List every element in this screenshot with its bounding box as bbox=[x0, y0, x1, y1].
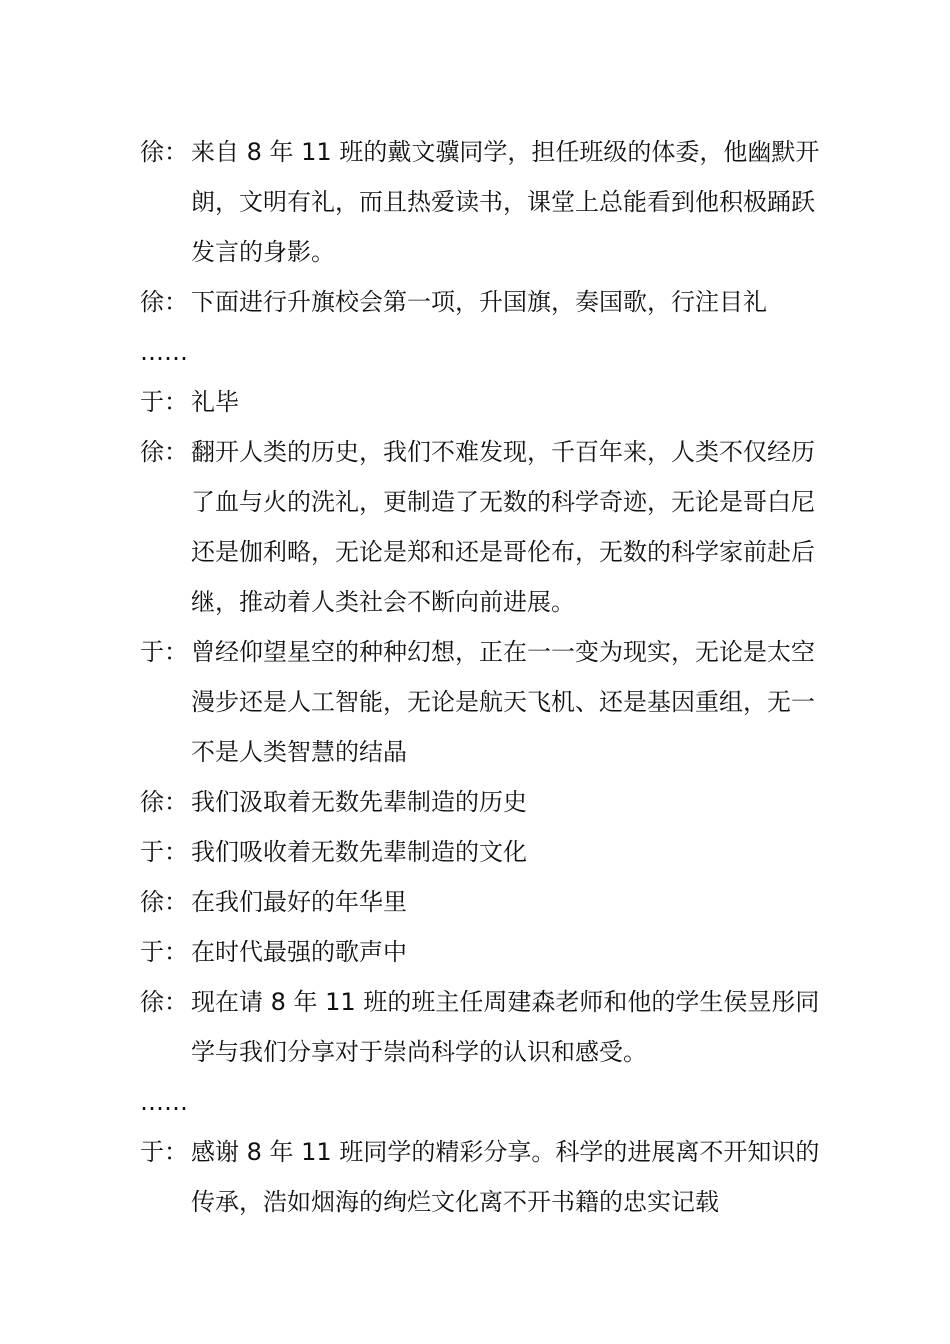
speaker-label: 徐： bbox=[140, 788, 188, 816]
script-line bbox=[140, 127, 820, 277]
script-line bbox=[140, 627, 820, 777]
line-text: 感谢 8 年 11 班同学的精彩分享。科学的进展离不开知识的传承，浩如烟海的绚烂文化离不开书籍的忠实记载 bbox=[191, 1138, 820, 1216]
line-text: 我们汲取着无数先辈制造的历史 bbox=[191, 788, 527, 816]
speaker-label: 于： bbox=[140, 1138, 188, 1166]
ellipsis-break: …… bbox=[140, 338, 188, 366]
speaker-label: 徐： bbox=[140, 288, 188, 316]
script-line bbox=[140, 1127, 820, 1227]
script-line bbox=[140, 777, 820, 827]
ellipsis-break: …… bbox=[140, 1088, 188, 1116]
host-script bbox=[140, 127, 820, 1227]
script-line bbox=[140, 927, 820, 977]
speaker-label: 徐： bbox=[140, 438, 188, 466]
line-text: 在时代最强的歌声中 bbox=[191, 938, 407, 966]
line-text: 翻开人类的历史，我们不难发现，千百年来，人类不仅经历了血与火的洗礼，更制造了无数的科学奇迹，无论是哥白尼还是伽利略，无论是郑和还是哥伦布，无数的科学家前赴后继，推动着人类社会不断向前进展。 bbox=[191, 438, 815, 616]
script-line bbox=[140, 377, 820, 427]
script-line bbox=[140, 277, 820, 327]
line-text: 礼毕 bbox=[191, 388, 239, 416]
speaker-label: 于： bbox=[140, 838, 188, 866]
speaker-label: 徐： bbox=[140, 138, 188, 166]
line-text: 下面进行升旗校会第一项，升国旗，奏国歌，行注目礼 bbox=[191, 288, 767, 316]
script-line bbox=[140, 977, 820, 1077]
speaker-label: 于： bbox=[140, 388, 188, 416]
speaker-label: 于： bbox=[140, 638, 188, 666]
line-text: 我们吸收着无数先辈制造的文化 bbox=[191, 838, 527, 866]
line-text: 现在请 8 年 11 班的班主任周建森老师和他的学生侯昱彤同学与我们分享对于崇尚科学的认识和感受。 bbox=[191, 988, 820, 1066]
speaker-label: 于： bbox=[140, 938, 188, 966]
script-line bbox=[140, 877, 820, 927]
line-text: 来自 8 年 11 班的戴文骥同学，担任班级的体委，他幽默开朗，文明有礼，而且热爱读书，课堂上总能看到他积极踊跃发言的身影。 bbox=[191, 138, 820, 266]
speaker-label: 徐： bbox=[140, 988, 188, 1016]
script-line bbox=[140, 827, 820, 877]
script-line bbox=[140, 427, 820, 627]
line-text: 曾经仰望星空的种种幻想，正在一一变为现实，无论是太空漫步还是人工智能，无论是航天飞机、还是基因重组，无一不是人类智慧的结晶 bbox=[191, 638, 815, 766]
speaker-label: 徐： bbox=[140, 888, 188, 916]
line-text: 在我们最好的年华里 bbox=[191, 888, 407, 916]
